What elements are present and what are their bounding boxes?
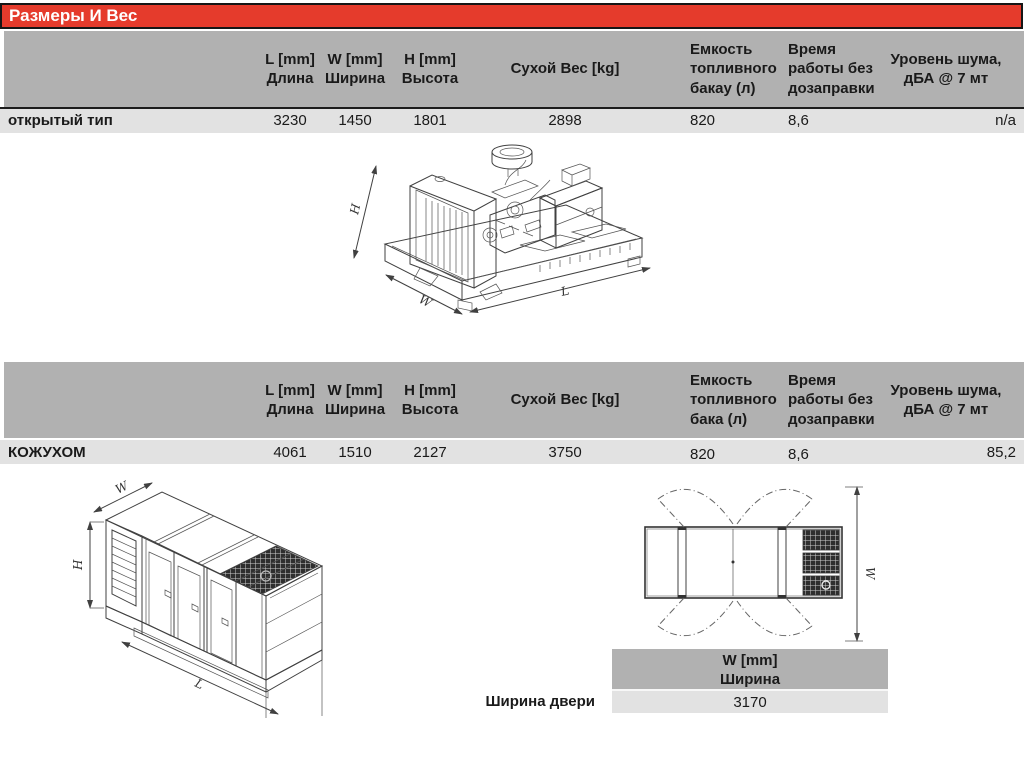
canopy-fuel-value: 820 bbox=[690, 445, 716, 463]
canopy-length-value: 4061 bbox=[273, 443, 307, 461]
open-dim-h: H bbox=[347, 202, 364, 216]
section-title-bar bbox=[0, 3, 1023, 29]
canopy-runtime-value: 8,6 bbox=[788, 445, 809, 463]
canopy-dry-weight-value: 3750 bbox=[548, 443, 582, 461]
col-length-header: L [mm] Длина bbox=[265, 50, 315, 87]
door-width-label: Ширина двери bbox=[485, 693, 595, 710]
canopy-dim-l: L bbox=[192, 676, 206, 693]
door-width-value: 3170 bbox=[733, 693, 767, 711]
top-view-dim-w: W bbox=[863, 567, 877, 580]
canopy-noise-value: 85,2 bbox=[986, 443, 1016, 461]
door-table-header: W [mm] Ширина bbox=[719, 651, 781, 688]
col-noise-header-2: Уровень шума, дБА @ 7 мт bbox=[890, 381, 1002, 418]
canopy-dim-w: W bbox=[113, 478, 131, 497]
col-fuel-header-2: Емкость топливного бака (л) bbox=[690, 372, 777, 428]
open-type-drawing bbox=[340, 140, 660, 340]
top-view-drawing bbox=[620, 475, 910, 655]
open-dry-weight-value: 2898 bbox=[548, 111, 582, 129]
open-dim-w: W bbox=[416, 292, 434, 311]
canopy-drawing bbox=[70, 478, 355, 723]
canopy-height-value: 2127 bbox=[413, 443, 447, 461]
col-runtime-header: Время работы без дозаправки bbox=[788, 41, 875, 97]
open-length-value: 3230 bbox=[273, 111, 307, 129]
canopy-row-label: КОЖУХОМ bbox=[8, 443, 86, 461]
col-height-header-2: H [mm] Высота bbox=[401, 381, 459, 418]
open-width-value: 1450 bbox=[338, 111, 372, 129]
col-dry-weight-header: Сухой Вес [kg] bbox=[510, 60, 620, 78]
open-height-value: 1801 bbox=[413, 111, 447, 129]
open-noise-value: n/a bbox=[995, 111, 1016, 129]
canopy-dim-h: H bbox=[71, 559, 85, 570]
col-dry-weight-header-2: Сухой Вес [kg] bbox=[510, 391, 620, 409]
col-width-header: W [mm] Ширина bbox=[324, 50, 386, 87]
canopy-width-value: 1510 bbox=[338, 443, 372, 461]
col-height-header: H [mm] Высота bbox=[401, 50, 459, 87]
open-fuel-value: 820 bbox=[690, 111, 716, 129]
col-length-header-2: L [mm] Длина bbox=[265, 381, 315, 418]
section-title: Размеры И Вес bbox=[9, 6, 138, 25]
open-dim-l: L bbox=[559, 283, 571, 299]
col-runtime-header-2: Время работы без дозаправки bbox=[788, 372, 875, 428]
col-fuel-header: Емкость топливного бакау (л) bbox=[690, 41, 777, 97]
col-width-header-2: W [mm] Ширина bbox=[324, 381, 386, 418]
col-noise-header: Уровень шума, дБА @ 7 мт bbox=[890, 50, 1002, 87]
open-runtime-value: 8,6 bbox=[788, 111, 809, 129]
open-row-label: открытый тип bbox=[8, 111, 113, 129]
